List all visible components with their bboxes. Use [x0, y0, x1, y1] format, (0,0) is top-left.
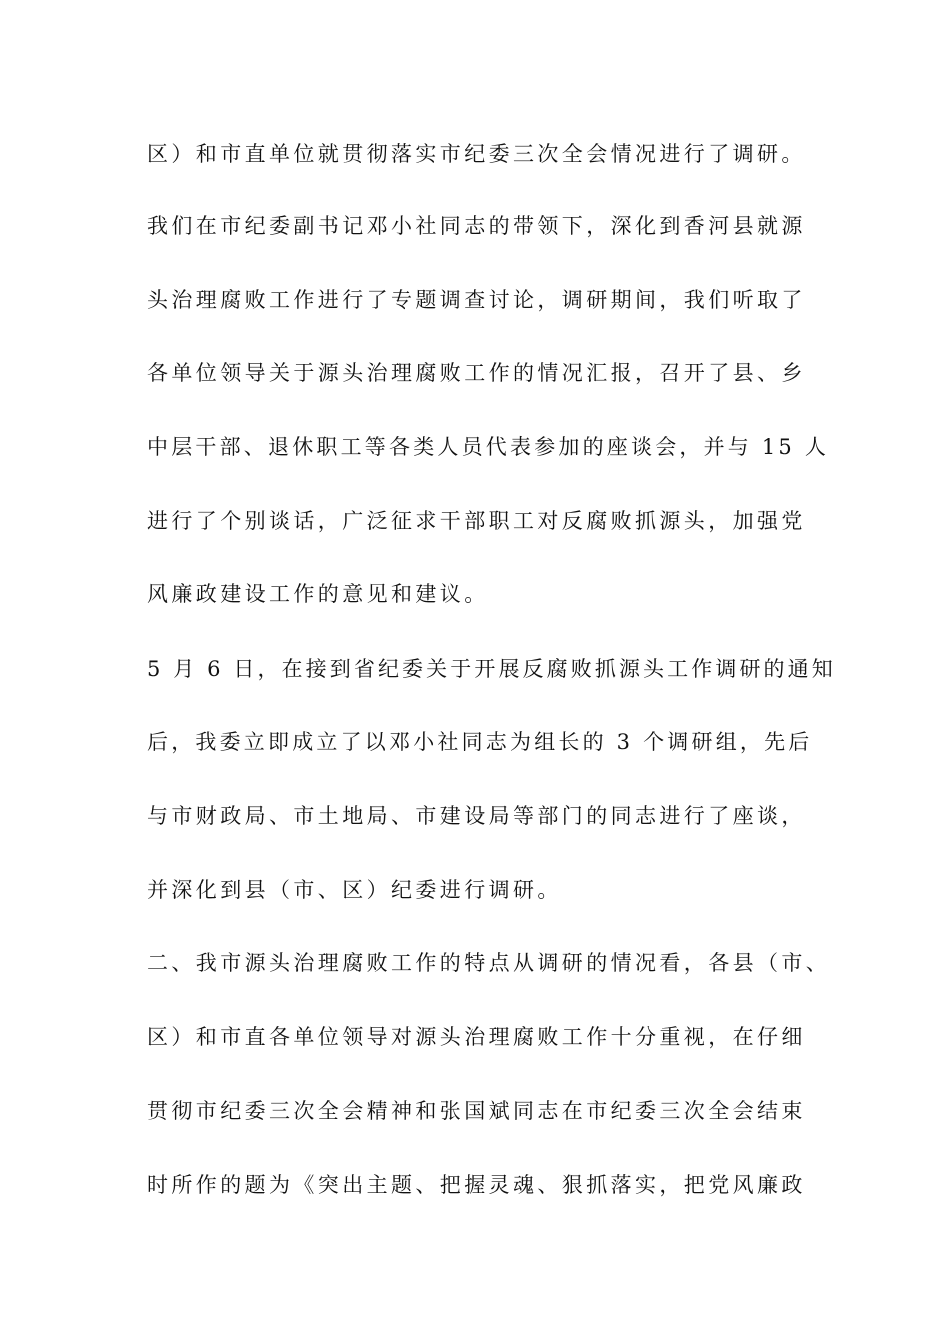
text-line: 并深化到县（市、区）纪委进行调研。: [147, 878, 562, 902]
text-line: 区）和市直单位就贯彻落实市纪委三次全会情况进行了调研。: [147, 142, 806, 166]
text-line: 二、我市源头治理腐败工作的特点从调研的情况看，各县（市、: [147, 951, 831, 975]
text-line: 时所作的题为《突出主题、把握灵魂、狠抓落实，把党风廉政: [147, 1173, 806, 1197]
text-line: 5 月 6 日，在接到省纪委关于开展反腐败抓源头工作调研的通知: [147, 657, 836, 681]
text-line: 我们在市纪委副书记邓小社同志的带领下，深化到香河县就源: [147, 214, 806, 238]
text-line: 进行了个别谈话，广泛征求干部职工对反腐败抓源头，加强党: [147, 509, 806, 533]
text-line: 中层干部、退休职工等各类人员代表参加的座谈会，并与 15 人: [147, 435, 830, 459]
text-line: 与市财政局、市土地局、市建设局等部门的同志进行了座谈，: [147, 804, 806, 828]
text-line: 风廉政建设工作的意见和建议。: [147, 582, 489, 606]
text-line: 后，我委立即成立了以邓小社同志为组长的 3 个调研组，先后: [147, 730, 813, 754]
text-line: 区）和市直各单位领导对源头治理腐败工作十分重视，在仔细: [147, 1025, 806, 1049]
text-line: 头治理腐败工作进行了专题调查讨论，调研期间，我们听取了: [147, 288, 806, 312]
text-line: 贯彻市纪委三次全会精神和张国斌同志在市纪委三次全会结束: [147, 1099, 806, 1123]
text-line: 各单位领导关于源头治理腐败工作的情况汇报，召开了县、乡: [147, 361, 806, 385]
